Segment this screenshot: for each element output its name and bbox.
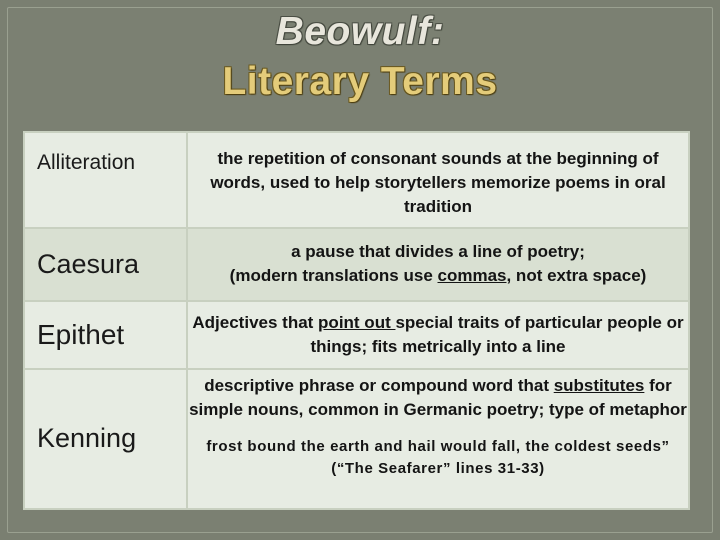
definition-epithet [187,301,689,369]
underlined-word: substitutes [553,376,645,396]
definition-text: , not extra space) [506,266,647,286]
table-row [24,228,689,301]
underlined-word: commas [437,266,507,286]
kenning-example [188,436,688,480]
definition-kenning [187,369,689,509]
definition-text: a pause that divides a line of poetry; [291,242,585,262]
literary-terms-table [23,131,690,510]
definition-caesura [187,228,689,301]
term-caesura: Caesura [24,228,187,301]
example-quote: frost bound the earth and hail would fall, the coldest seeds” [206,438,670,456]
slide-subtitle: Literary Terms [222,60,498,103]
underlined-word: point out [318,313,396,333]
table-row [24,301,689,369]
table-row [24,369,689,509]
term-cell [24,132,187,228]
definition-text: for simple nouns, common in Germanic poetry; type of metaphor [189,376,687,420]
definition-text: special traits of particular people or things; fits metrically into a line [310,313,684,357]
slide-title: Beowulf: [275,10,445,53]
term-alliteration: Alliteration [37,151,136,174]
example-source: (“The Seafarer” lines 31-33) [331,460,545,478]
term-cell [24,369,187,509]
term-epithet: Epithet [24,301,187,369]
definition-text: (modern translations use [229,266,438,286]
definition-alliteration: the repetition of consonant sounds at the beginning of words, used to help storytellers memorize poems in oral tradition [187,132,689,228]
table-row [24,132,689,228]
definition-text: Adjectives that [192,313,319,333]
term-kenning: Kenning [37,423,137,454]
definition-text: descriptive phrase or compound word that [204,376,554,396]
